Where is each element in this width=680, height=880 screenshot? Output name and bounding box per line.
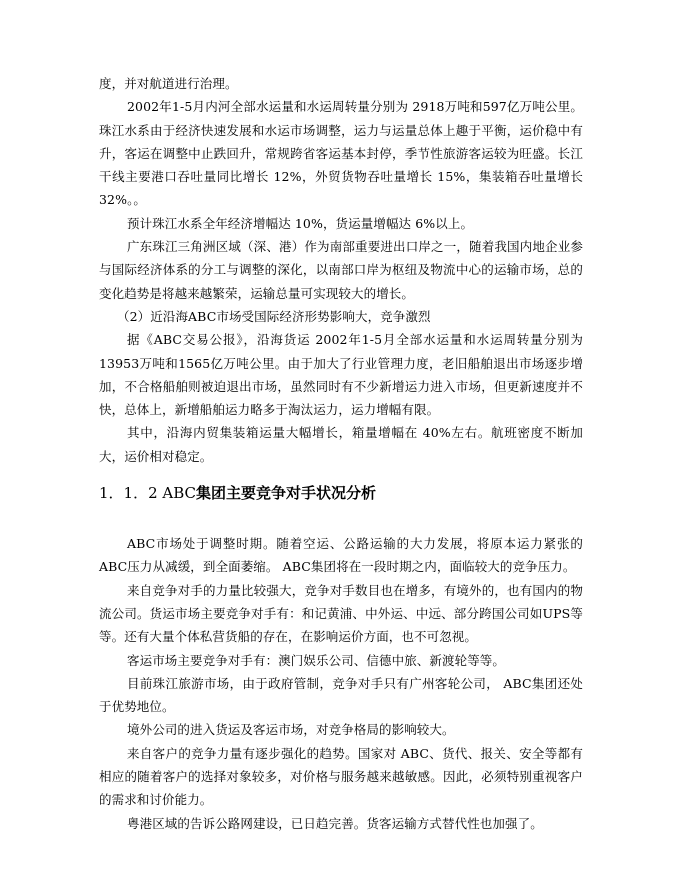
section-heading <box>99 482 583 504</box>
paragraph-continuation: 度，并对航道进行治理。 <box>99 76 238 91</box>
paragraph-pearl-river-forecast: 预计珠江水系全年经济增幅达 10%，货运量增幅达 6%以上。 <box>127 215 474 231</box>
paragraph-coastal-transport: 据《ABC交易公报》，沿海货运 2002年1-5月全部水运量和水运周转量分别为13953万吨和1565亿万吨公里。由于加大了行业管理力度，老旧船舶退出市场逐步增加，不合格船舶则被迫退出市场，虽然同时有不少新增运力进入市场，但更新速度并不快，总体上，新增船舶运力略多于淘汰运力，运力增幅有限。 <box>99 332 583 418</box>
paragraph-pearl-river-delta: 广东珠江三角洲区域（深、港）作为南部重要进出口岸之一，随着我国内地企业参与国际经济体系的分工与调整的深化，以南部口岸为枢纽及物流中心的运输市场，总的变化趋势是将越来越繁荣，运输总量可实现较大的增长。 <box>99 239 583 301</box>
subsection-title-coastal-market: （2）近沿海ABC市场受国际经济形势影响大，竞争激烈 <box>117 308 431 324</box>
paragraph-highway-network: 粤港区域的告诉公路网建设，已日趋完善。货客运输方式替代性也加强了。 <box>127 815 543 831</box>
section-number: 1．1．2 ABC <box>99 484 197 503</box>
paragraph-tourism-market: 目前珠江旅游市场，由于政府管制，竞争对手只有广州客轮公司， ABC集团还处于优势地位。 <box>99 675 583 715</box>
paragraph-competitors-passenger: 客运市场主要竞争对手有：澳门娱乐公司、信德中旅、新渡轮等等。 <box>127 652 506 668</box>
paragraph-market-adjustment: ABC市场处于调整时期。随着空运、公路运输的大力发展，将原本运力紧张的ABC压力从减缓，到全面萎缩。 ABC集团将在一段时期之内，面临较大的竞争压力。 <box>99 536 583 575</box>
paragraph-foreign-companies: 境外公司的进入货运及客运市场，对竞争格局的影响较大。 <box>127 722 455 738</box>
document-page <box>99 72 583 835</box>
paragraph-container-growth: 其中，沿海内贸集装箱运量大幅增长，箱量增幅在 40%左右。航班密度不断加大，运价相对稳定。 <box>99 425 583 464</box>
paragraph-inland-water-transport: 2002年1-5月内河全部水运量和水运周转量分别为 2918万吨和597亿万吨公里。珠江水系由于经济快速发展和水运市场调整，运力与运量总体上趣于平衡，运价稳中有升，客运在调整中止跌回升，常规跨省客运基本封停，季节性旅游客运较为旺盛。长江干线主要港口吞吐量同比增长 12%，外贸货物吞吐量增长 15%，集装箱吞吐量增长32%。。 <box>99 99 583 208</box>
paragraph-customer-power: 来自客户的竞争力量有逐步强化的趋势。国家对 ABC、货代、报关、安全等都有相应的随着客户的选择对象较多，对价格与服务越来越敏感。因此，必须特别重视客户的需求和讨价能力。 <box>99 745 583 808</box>
section-title: 集团主要竞争对手状况分析 <box>196 484 377 503</box>
paragraph-competitors-freight: 来自竞争对手的力量比较强大，竞争对手数目也在增多，有境外的，也有国内的物流公司。货运市场主要竞争对手有：和记黄浦、中外运、中远、部分跨国公司如UPS等等。还有大量个体私营货船的存在，在影响运价方面，也不可忽视。 <box>99 582 583 645</box>
